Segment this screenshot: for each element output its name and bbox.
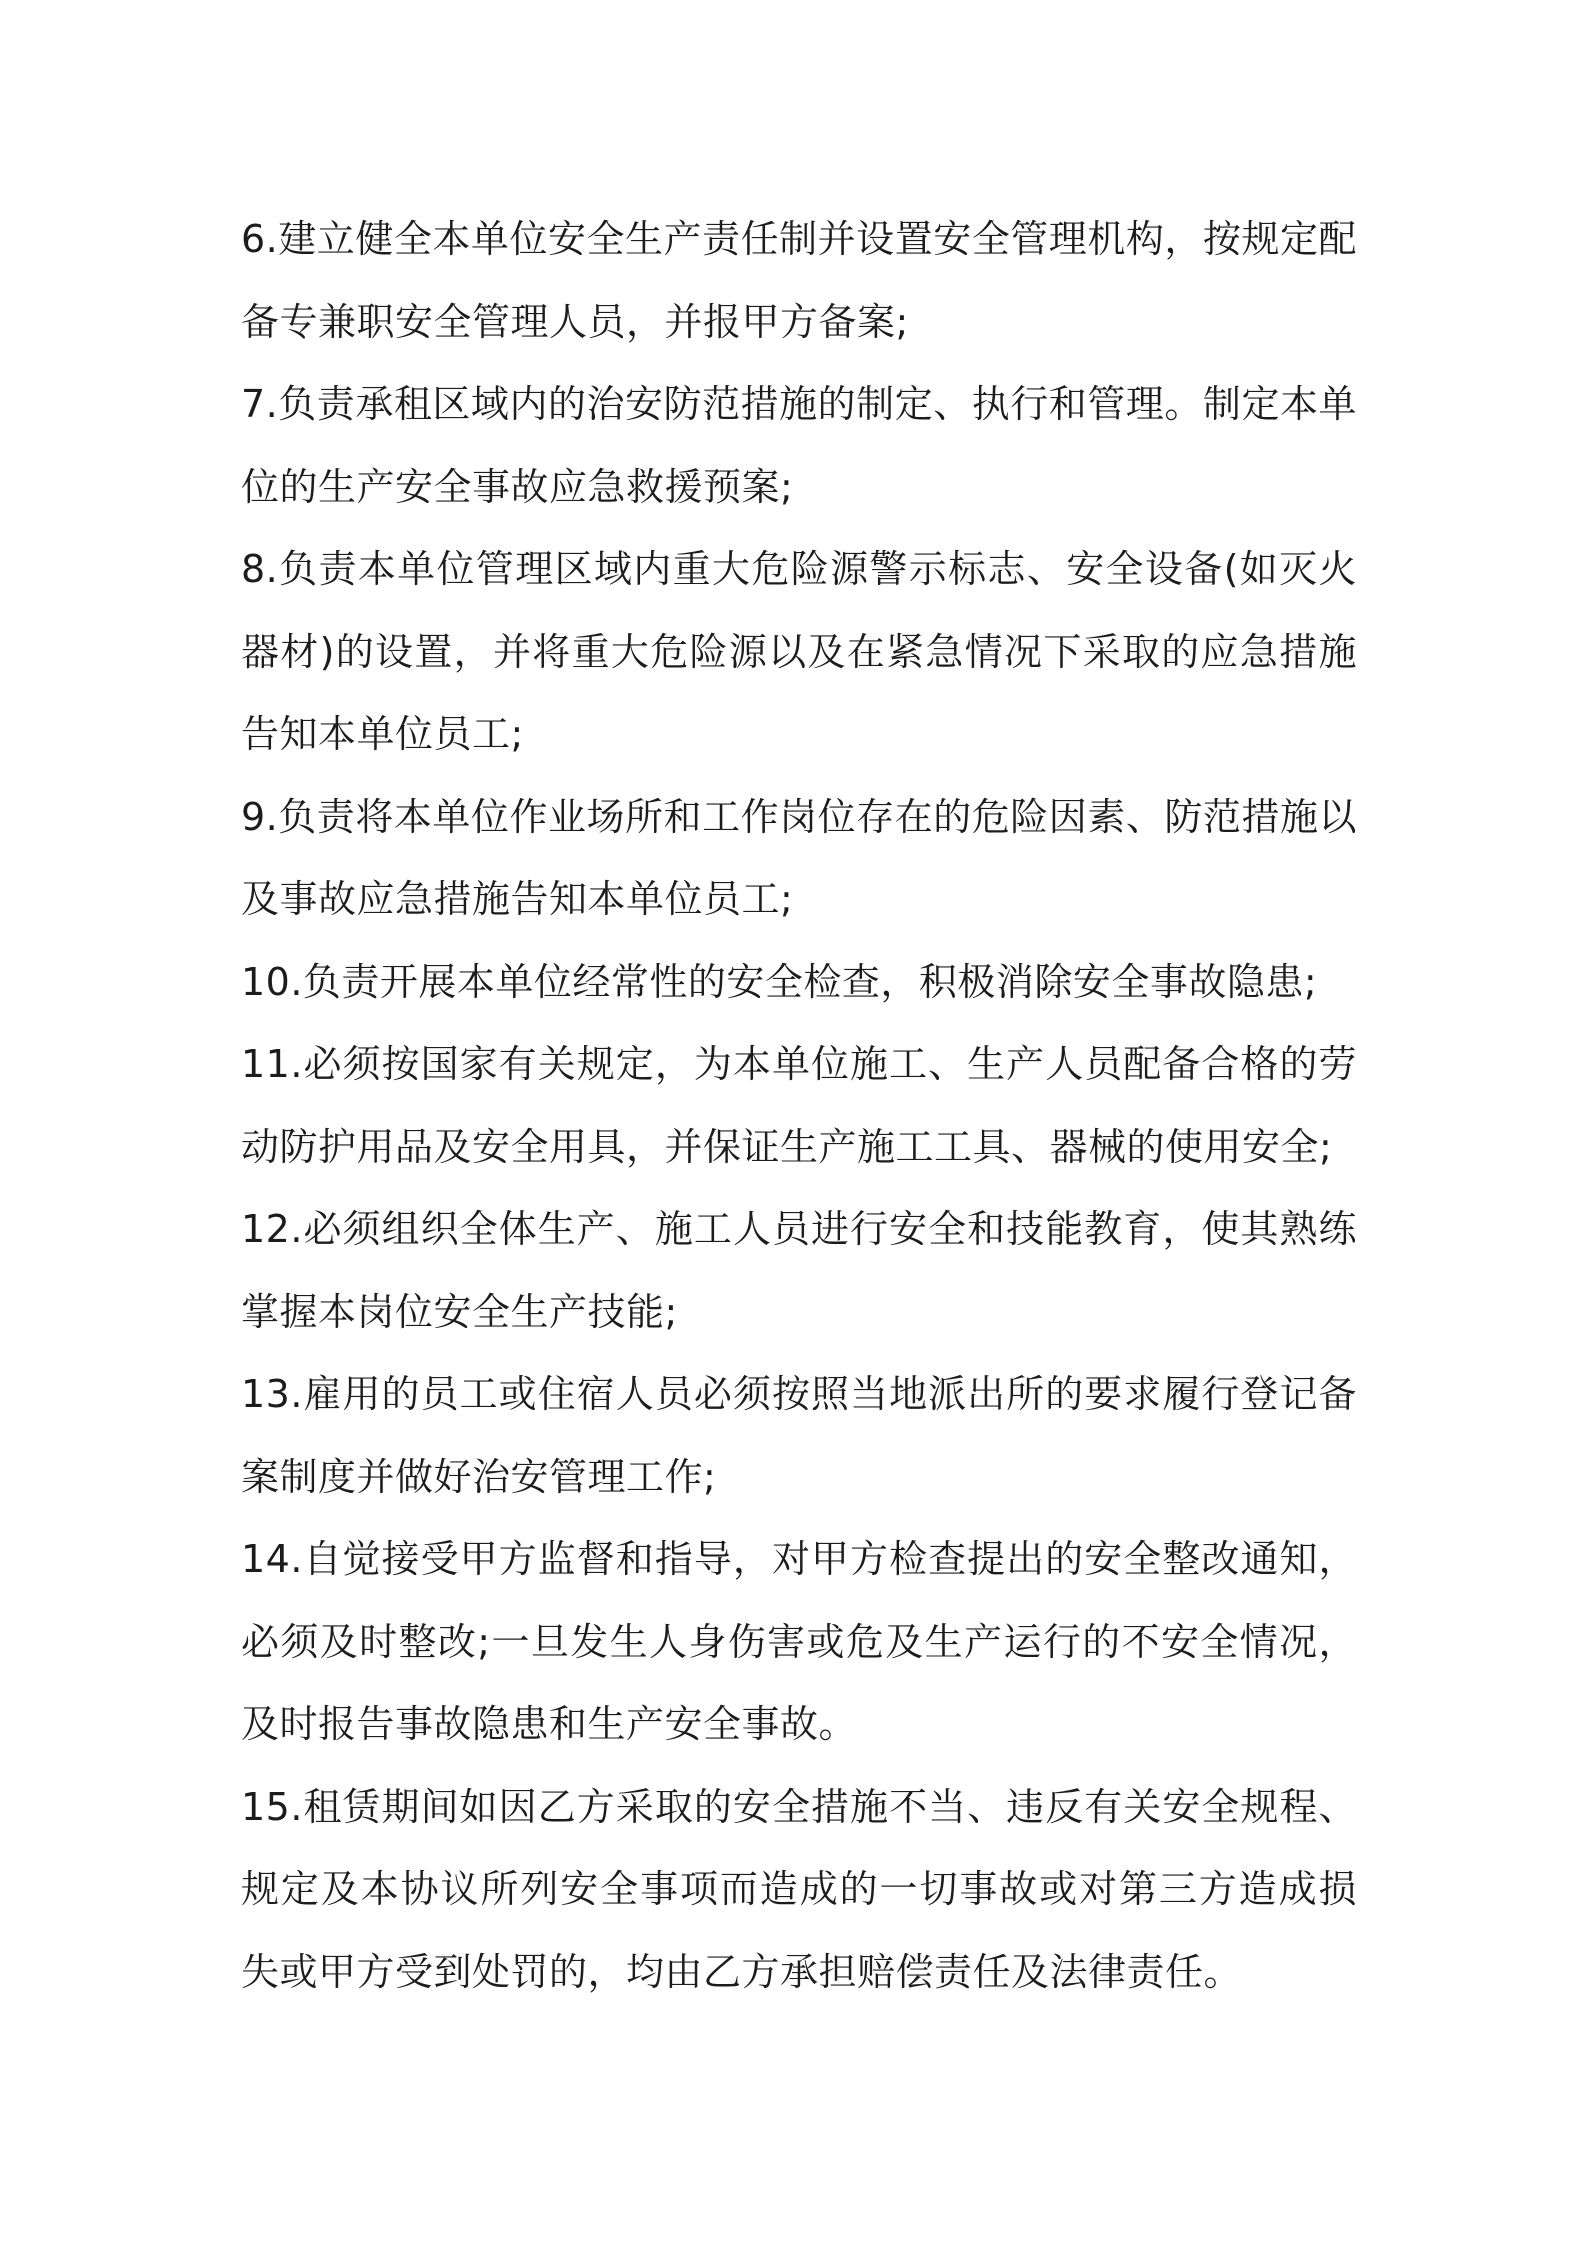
clause-15: 15.租赁期间如因乙方采取的安全措施不当、违反有关安全规程、规定及本协议所列安全事项而造成的一切事故或对第三方造成损失或甲方受到处罚的，均由乙方承担赔偿责任及法律责任。 (241, 1784, 1357, 1994)
clause-10: 10.负责开展本单位经常性的安全检查，积极消除安全事故隐患; (241, 959, 1318, 1004)
clause-7: 7.负责承租区域内的治安防范措施的制定、执行和管理。制定本单位的生产安全事故应急救援预案; (241, 382, 1357, 509)
document-body (241, 198, 1357, 2013)
clause-11: 11.必须按国家有关规定，为本单位施工、生产人员配备合格的劳动防护用品及安全用具，并保证生产施工工具、器械的使用安全; (241, 1042, 1357, 1169)
clause-13: 13.雇用的员工或住宿人员必须按照当地派出所的要求履行登记备案制度并做好治安管理工作; (241, 1372, 1357, 1499)
clause-8: 8.负责本单位管理区域内重大危险源警示标志、安全设备(如灭火器材)的设置，并将重大危险源以及在紧急情况下采取的应急措施告知本单位员工; (241, 547, 1357, 756)
clause-12: 12.必须组织全体生产、施工人员进行安全和技能教育，使其熟练掌握本岗位安全生产技能; (241, 1207, 1357, 1334)
clause-6: 6.建立健全本单位安全生产责任制并设置安全管理机构，按规定配备专兼职安全管理人员，并报甲方备案; (241, 217, 1357, 344)
clause-9: 9.负责将本单位作业场所和工作岗位存在的危险因素、防范措施以及事故应急措施告知本单位员工; (241, 794, 1357, 921)
clause-14: 14.自觉接受甲方监督和指导，对甲方检查提出的安全整改通知，必须及时整改;一旦发生人身伤害或危及生产运行的不安全情况，及时报告事故隐患和生产安全事故。 (241, 1537, 1357, 1746)
